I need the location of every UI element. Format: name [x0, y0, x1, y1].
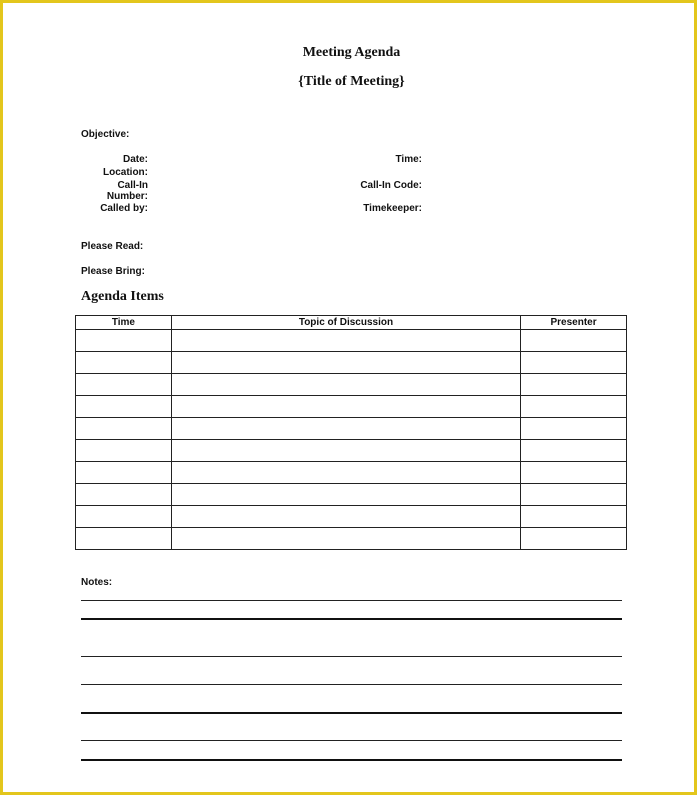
table-row [76, 528, 627, 550]
table-row [76, 440, 627, 462]
presenter-cell[interactable] [521, 374, 627, 396]
presenter-cell[interactable] [521, 440, 627, 462]
topic-cell[interactable] [171, 418, 520, 440]
table-row [76, 418, 627, 440]
presenter-cell[interactable] [521, 352, 627, 374]
agenda-items-heading: Agenda Items [81, 289, 164, 304]
column-header-time: Time [76, 316, 172, 330]
topic-cell[interactable] [171, 374, 520, 396]
topic-cell[interactable] [171, 396, 520, 418]
document-title: Meeting Agenda [302, 45, 401, 60]
time-cell[interactable] [76, 528, 172, 550]
timekeeper-label: Timekeeper: [363, 203, 422, 214]
notes-line[interactable] [81, 712, 622, 714]
time-cell[interactable] [76, 418, 172, 440]
notes-line[interactable] [81, 600, 622, 601]
presenter-cell[interactable] [521, 462, 627, 484]
topic-cell[interactable] [171, 440, 520, 462]
time-cell[interactable] [76, 506, 172, 528]
notes-line[interactable] [81, 759, 622, 761]
notes-line[interactable] [81, 656, 622, 657]
presenter-cell[interactable] [521, 396, 627, 418]
time-cell[interactable] [76, 462, 172, 484]
time-cell[interactable] [76, 352, 172, 374]
presenter-cell[interactable] [521, 418, 627, 440]
time-cell[interactable] [76, 484, 172, 506]
date-label: Date: [122, 154, 148, 165]
topic-cell[interactable] [171, 330, 520, 352]
table-row [76, 374, 627, 396]
location-label: Location: [103, 167, 148, 178]
time-cell[interactable] [76, 374, 172, 396]
call-in-number-label-line1: Call-In [117, 180, 148, 191]
presenter-cell[interactable] [521, 484, 627, 506]
presenter-cell[interactable] [521, 506, 627, 528]
notes-label: Notes: [81, 577, 113, 588]
please-read-label: Please Read: [81, 241, 144, 252]
notes-line[interactable] [81, 684, 622, 685]
table-row [76, 396, 627, 418]
call-in-code-label: Call-In Code: [360, 180, 422, 191]
time-label: Time: [395, 154, 422, 165]
topic-cell[interactable] [171, 462, 520, 484]
table-row [76, 330, 627, 352]
time-cell[interactable] [76, 330, 172, 352]
table-row [76, 462, 627, 484]
topic-cell[interactable] [171, 352, 520, 374]
objective-label: Objective: [81, 129, 130, 140]
notes-line[interactable] [81, 618, 622, 620]
table-row [76, 506, 627, 528]
time-cell[interactable] [76, 440, 172, 462]
table-row [76, 352, 627, 374]
agenda-table [75, 315, 627, 550]
column-header-topic: Topic of Discussion [171, 316, 520, 330]
call-in-number-label-line2: Number: [106, 191, 148, 202]
topic-cell[interactable] [171, 528, 520, 550]
please-bring-label: Please Bring: [81, 266, 145, 277]
presenter-cell[interactable] [521, 528, 627, 550]
agenda-header-row [76, 316, 627, 330]
called-by-label: Called by: [100, 203, 148, 214]
topic-cell[interactable] [171, 506, 520, 528]
column-header-presenter: Presenter [521, 316, 627, 330]
time-cell[interactable] [76, 396, 172, 418]
meeting-title-placeholder: {Title of Meeting} [298, 74, 405, 89]
table-row [76, 484, 627, 506]
notes-line[interactable] [81, 740, 622, 741]
presenter-cell[interactable] [521, 330, 627, 352]
topic-cell[interactable] [171, 484, 520, 506]
